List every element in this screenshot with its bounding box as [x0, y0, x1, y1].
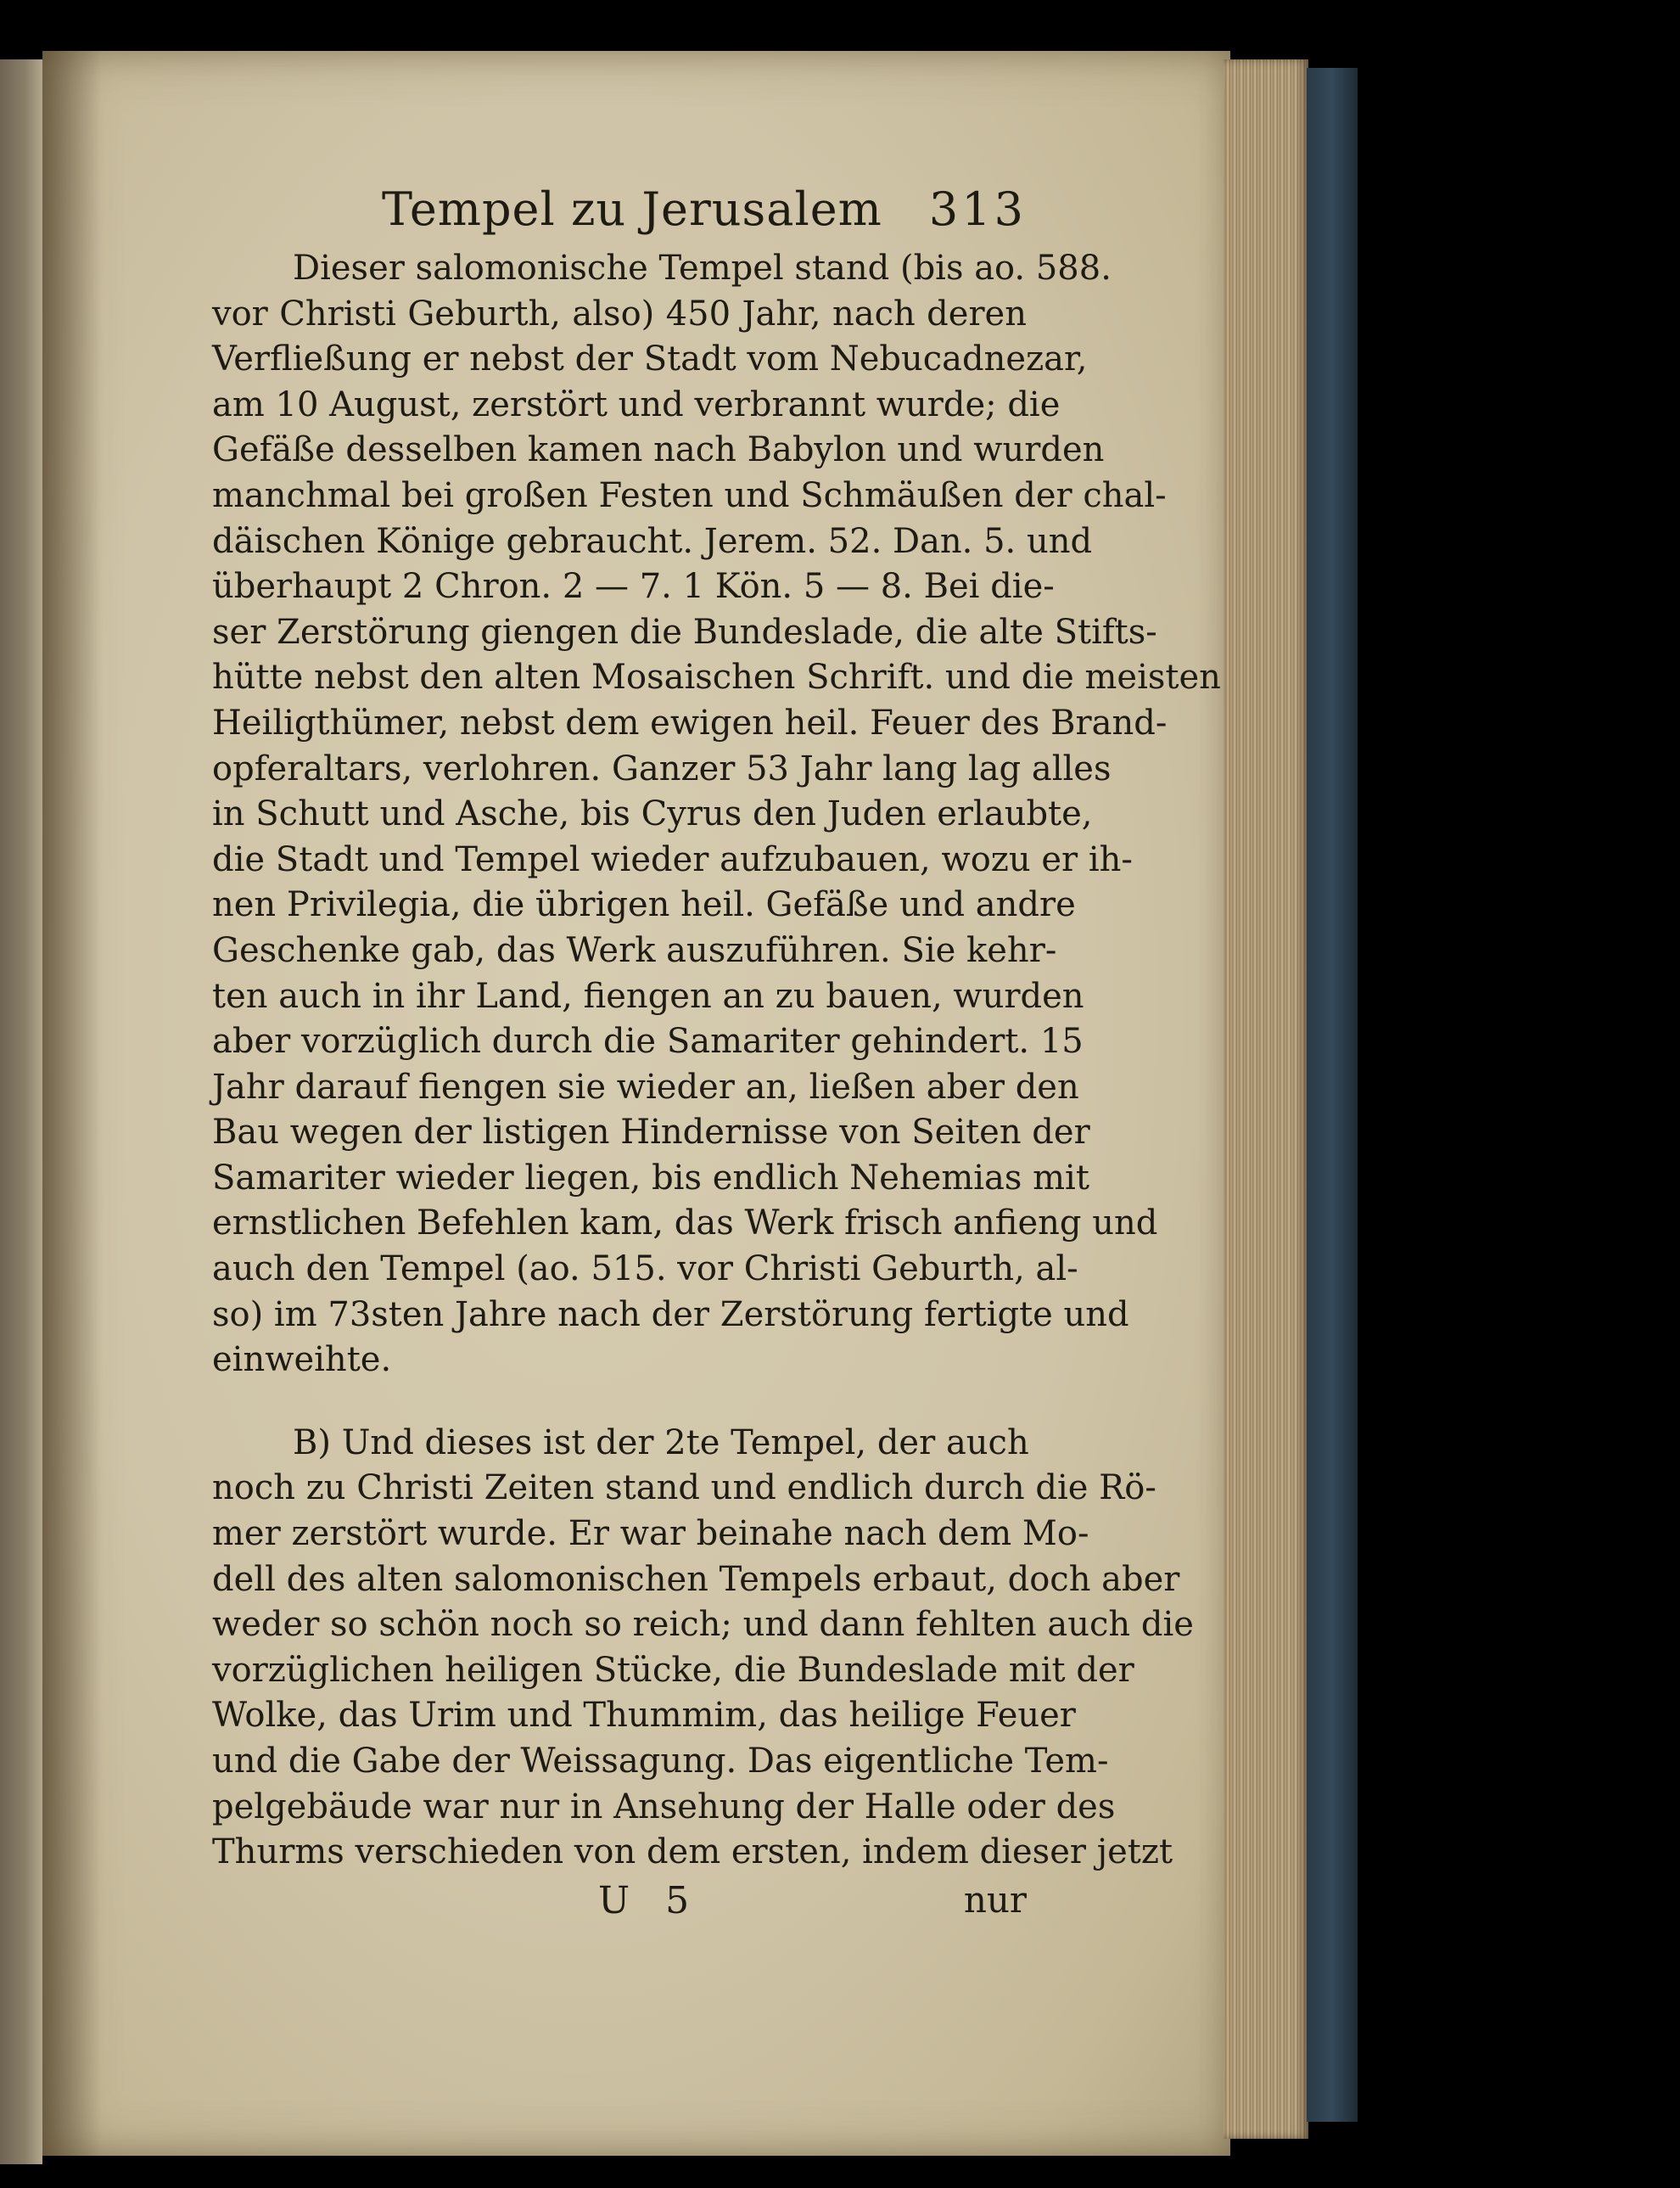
text-line: Gefäße desselben kamen nach Babylon und wurden	[212, 430, 1105, 470]
text-line: pelgebäude war nur in Ansehung der Halle oder des	[212, 1787, 1116, 1826]
previous-page-edge	[0, 59, 42, 2164]
text-line: noch zu Christi Zeiten stand und endlich durch die Rö-	[212, 1468, 1156, 1508]
text-line: in Schutt und Asche, bis Cyrus den Juden erlaubte,	[212, 794, 1093, 834]
text-line: am 10 August, zerstört und verbrannt wurde; die	[212, 384, 1061, 424]
text-line: opferaltars, verlohren. Ganzer 53 Jahr lang lag alles	[212, 749, 1112, 788]
page-number: 313	[928, 182, 1027, 236]
text-line: Heiligthümer, nebst dem ewigen heil. Feuer des Brand-	[212, 703, 1168, 743]
paragraph-2	[212, 1421, 1194, 1876]
text-line: Thurms verschieden von dem ersten, indem dieser jetzt	[212, 1832, 1173, 1872]
text-line: Jahr darauf fiengen sie wieder an, ließen aber den	[212, 1067, 1079, 1107]
signature-mark: U 5	[598, 1878, 702, 1922]
text-line: nen Privilegia, die übrigen heil. Gefäße und andre	[212, 885, 1076, 925]
text-line: und die Gabe der Weissagung. Das eigentliche Tem-	[212, 1742, 1109, 1781]
text-line: hütte nebst den alten Mosaischen Schrift. und die meisten	[212, 658, 1221, 698]
text-line: ernstlichen Befehlen kam, das Werk frisch anfieng und	[212, 1203, 1158, 1243]
page-gutter-shadow	[42, 51, 102, 2156]
text-line: däischen Könige gebraucht. Jerem. 52. Dan. 5. und	[212, 521, 1093, 561]
page-block-edges	[1224, 59, 1308, 2139]
text-line: Geschenke gab, das Werk auszuführen. Sie kehr-	[212, 930, 1057, 970]
text-line: einweihte.	[212, 1340, 392, 1380]
text-line: mer zerstört wurde. Er war beinahe nach dem Mo-	[212, 1514, 1089, 1554]
text-line: Dieser salomonische Tempel stand (bis ao. 588.	[293, 249, 1112, 288]
text-line: auch den Tempel (ao. 515. vor Christi Geburth, al-	[212, 1249, 1078, 1289]
catchword: nur	[963, 1878, 1027, 1921]
text-line: vorzüglichen heiligen Stücke, die Bundeslade mit der	[212, 1650, 1134, 1690]
book-cover-board	[1307, 68, 1358, 2122]
text-line: Wolke, das Urim und Thummim, das heilige Feuer	[212, 1696, 1076, 1736]
text-block	[212, 174, 1221, 1928]
page-header	[212, 174, 1027, 246]
text-line: Bau wegen der listigen Hindernisse von Seiten der	[212, 1113, 1090, 1153]
text-line: aber vorzüglich durch die Samariter gehindert. 15	[212, 1022, 1084, 1062]
paragraph-1	[212, 246, 1221, 1383]
text-line: überhaupt 2 Chron. 2 — 7. 1 Kön. 5 — 8. Bei die-	[212, 567, 1055, 607]
paragraph-gap	[212, 1383, 1027, 1421]
text-line: ser Zerstörung giengen die Bundeslade, die alte Stifts-	[212, 612, 1157, 652]
text-line: manchmal bei großen Festen und Schmäußen der chal-	[212, 475, 1167, 515]
text-line: weder so schön noch so reich; und dann fehlten auch die	[212, 1605, 1194, 1645]
text-line: ten auch in ihr Land, fiengen an zu bauen, wurden	[212, 976, 1084, 1016]
text-line: B) Und dieses ist der 2te Tempel, der auch	[293, 1422, 1029, 1462]
running-title: Tempel zu Jerusalem	[382, 182, 882, 236]
text-line: Samariter wieder liegen, bis endlich Nehemias mit	[212, 1158, 1089, 1198]
text-line: so) im 73sten Jahre nach der Zerstörung fertigte und	[212, 1294, 1129, 1334]
text-line: die Stadt und Tempel wieder aufzubauen, wozu er ih-	[212, 839, 1133, 879]
text-line: vor Christi Geburth, also) 450 Jahr, nach deren	[212, 294, 1027, 334]
text-line: dell des alten salomonischen Tempels erbaut, doch aber	[212, 1559, 1180, 1599]
text-line: Verfließung er nebst der Stadt vom Nebucadnezar,	[212, 339, 1088, 379]
page-footer	[212, 1877, 1027, 1928]
